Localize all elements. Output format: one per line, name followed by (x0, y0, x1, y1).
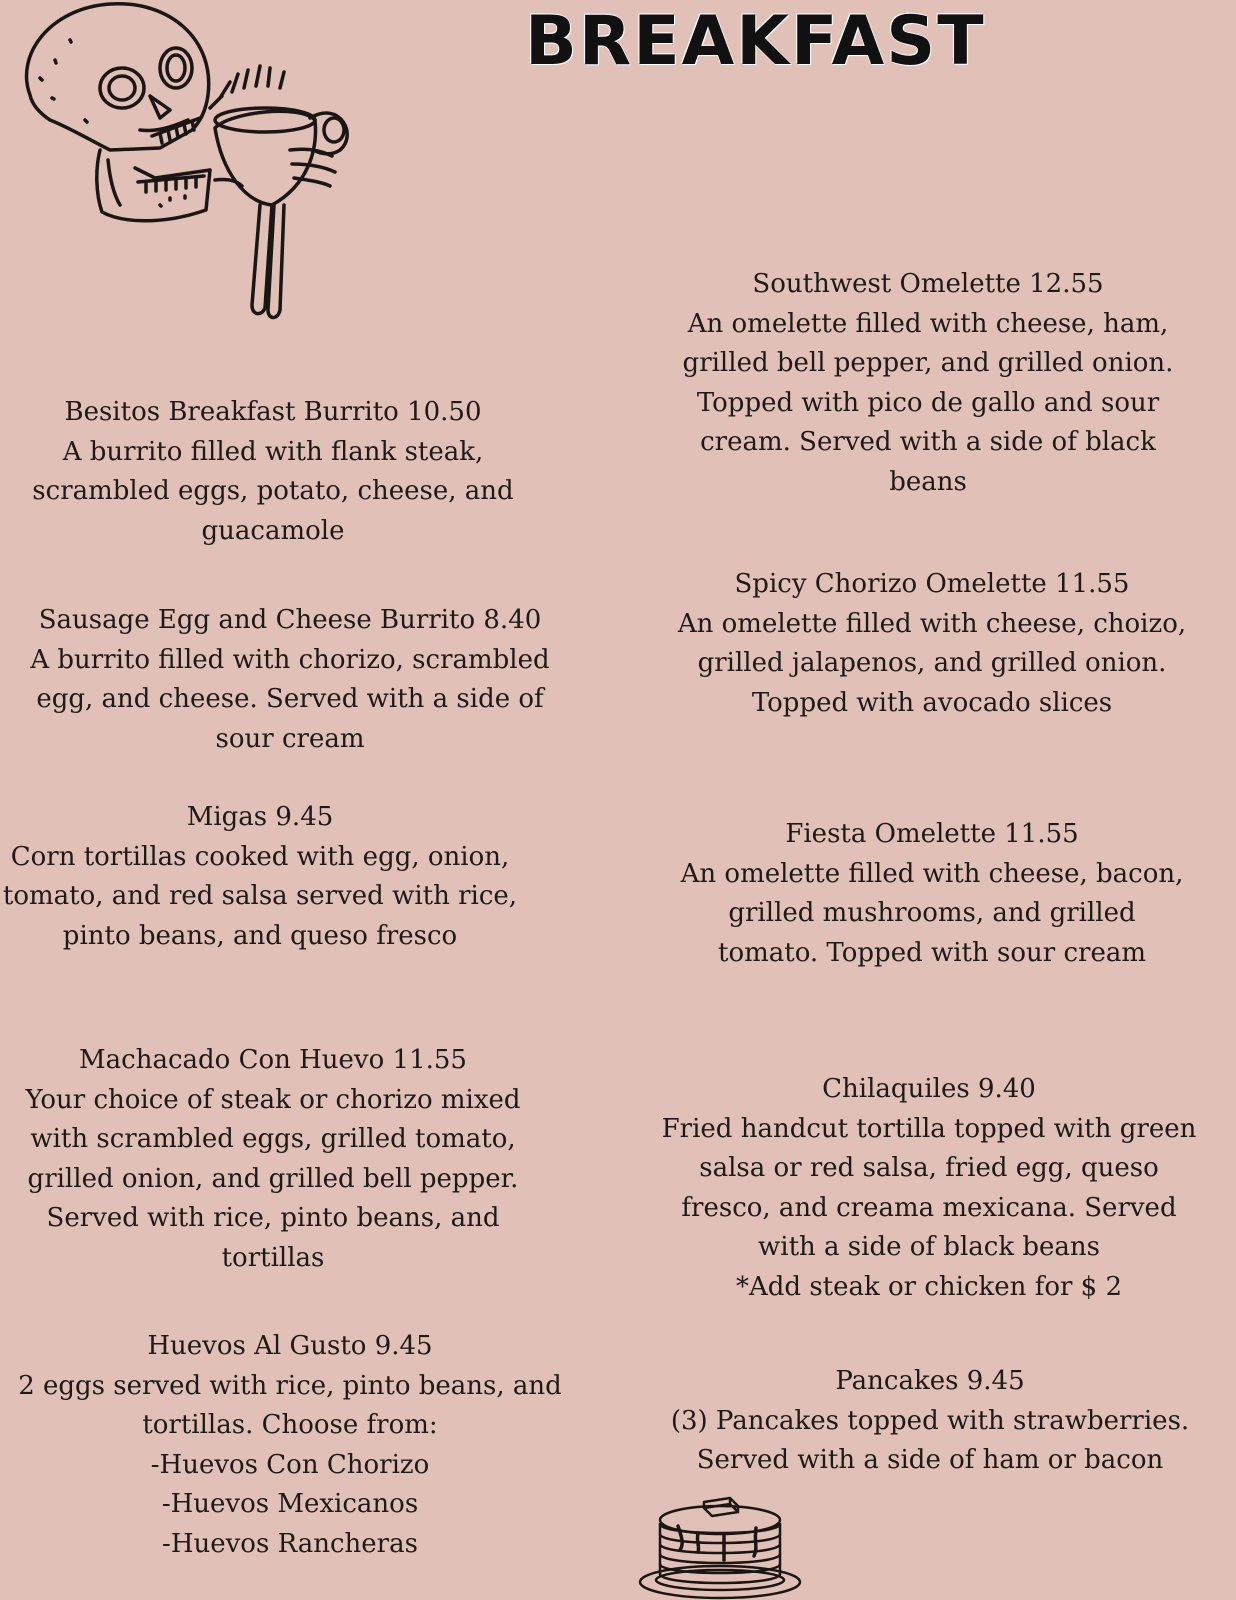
item-description: A burrito filled with flank steak, scrambled eggs, potato, cheese, and guacamole (32, 436, 514, 546)
item-name: Sausage Egg and Cheese Burrito 8.40 (38, 605, 542, 635)
item-description: Fried handcut tortilla topped with green salsa or red salsa, fried egg, queso fresco, and creama mexicana. Served with a side of black beans (661, 1113, 1197, 1262)
item-description: An omelette filled with cheese, bacon, grilled mushrooms, and grilled tomato. Topped with sour cream (680, 858, 1184, 968)
menu-item-machacado-con-huevo (18, 1041, 528, 1278)
menu-item-migas (2, 798, 518, 956)
item-description: An omelette filled with cheese, ham, grilled bell pepper, and grilled onion. Topped with pico de gallo and sour cream. Served with a side of black beans (682, 308, 1174, 497)
item-option: -Huevos Mexicanos (161, 1489, 419, 1519)
item-name: Migas 9.45 (186, 802, 334, 832)
menu-item-huevos-al-gusto (12, 1327, 568, 1564)
menu-item-chilaquiles (654, 1070, 1204, 1307)
item-description: (3) Pancakes topped with strawberries. Served with a side of ham or bacon (670, 1405, 1190, 1475)
item-option: -Huevos Rancheras (162, 1528, 418, 1559)
item-name: Pancakes 9.45 (835, 1366, 1025, 1396)
menu-item-besitos-breakfast-burrito (18, 393, 528, 551)
item-name: Spicy Chorizo Omelette 11.55 (734, 569, 1130, 599)
item-description: An omelette filled with cheese, choizo, grilled jalapenos, and grilled onion. Topped with avocado slices (677, 608, 1187, 718)
item-name: Machacado Con Huevo 11.55 (79, 1045, 467, 1075)
menu-title: BREAKFAST (525, 2, 986, 81)
item-name: Chilaquiles 9.40 (822, 1074, 1036, 1104)
pancake-stack-icon (638, 1490, 808, 1600)
item-name: Fiesta Omelette 11.55 (785, 819, 1079, 849)
item-note: *Add steak or chicken for $ 2 (735, 1271, 1123, 1302)
item-description: Your choice of steak or chorizo mixed with scrambled eggs, grilled tomato, grilled onion, and grilled bell pepper. Served with rice, pinto beans, and tortillas (25, 1084, 521, 1273)
item-description: 2 eggs served with rice, pinto beans, and tortillas. Choose from: (18, 1370, 562, 1440)
item-description: Corn tortillas cooked with egg, onion, tomato, and red salsa served with rice, pinto beans, and queso fresco (2, 841, 518, 951)
menu-item-fiesta-omelette (678, 815, 1186, 973)
item-name: Huevos Al Gusto 9.45 (147, 1331, 433, 1361)
item-description: A burrito filled with chorizo, scrambled egg, and cheese. Served with a side of sour cream (30, 644, 550, 754)
item-name: Besitos Breakfast Burrito 10.50 (64, 397, 482, 427)
menu-item-pancakes (628, 1362, 1232, 1481)
menu-item-spicy-chorizo-omelette (668, 565, 1196, 723)
item-option: -Huevos Con Chorizo (150, 1449, 430, 1480)
skull-with-coffee-cup-icon (10, 0, 355, 330)
item-name: Southwest Omelette 12.55 (752, 269, 1104, 299)
menu-item-sausage-egg-cheese-burrito (12, 601, 568, 759)
menu-item-southwest-omelette (668, 265, 1188, 502)
